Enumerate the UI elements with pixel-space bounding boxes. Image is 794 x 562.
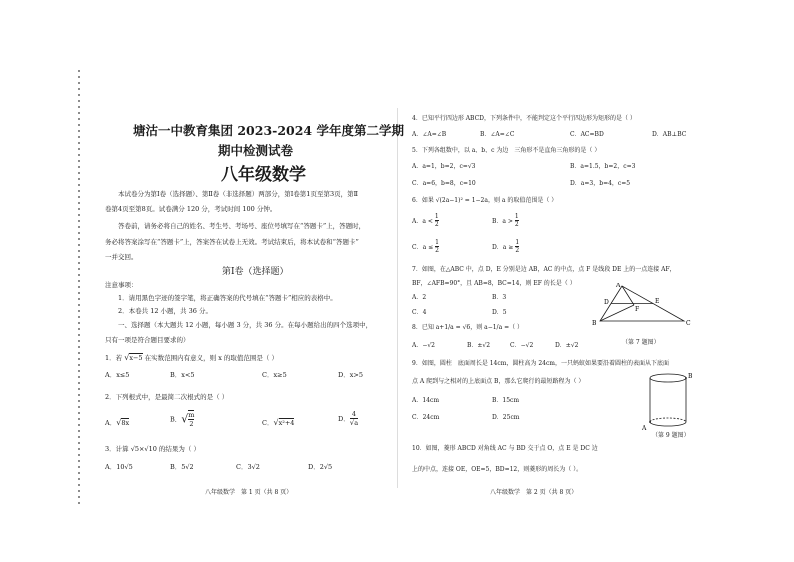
notes-label: 注意事项： xyxy=(105,281,138,289)
q4-option-c[interactable]: C．AC=BD xyxy=(570,131,604,138)
q9-cylinder-figure xyxy=(640,370,696,432)
q5-option-d[interactable]: D．a=3，b=4，c=5 xyxy=(570,180,631,187)
q7-stem-1: 7．如图，在△ABC 中，点 D，E 分别是边 AB，AC 的中点，点 F 是线段 DE 上的一点连接 AF， xyxy=(412,266,676,273)
q7-option-d[interactable]: D．5 xyxy=(492,309,507,316)
page-footer-right: 八年级数学 第 2 页（共 8 页） xyxy=(490,489,578,496)
q4-option-b[interactable]: B．∠A=∠C xyxy=(480,131,515,138)
q7-label-e: E xyxy=(655,298,660,305)
q6-option-c[interactable]: C．a ≤ $\frac{1}{2}$ xyxy=(412,239,439,254)
q8-option-c[interactable]: C．−√2 xyxy=(510,342,534,349)
subject-title: 八年级数学 xyxy=(221,165,306,185)
section-title: 第Ⅰ卷（选择题） xyxy=(222,267,289,277)
q2-option-b[interactable]: B．√ $\frac{m}{2}$ xyxy=(170,411,195,428)
q10-stem-1: 10．如图，菱形 ABCD 对角线 AC 与 BD 交于点 O，点 E 是 DC 边 xyxy=(412,445,598,452)
q6-option-d[interactable]: D．a ≥ $\frac{1}{2}$ xyxy=(492,239,520,254)
q9-label-b: B xyxy=(688,373,693,380)
q6-option-a[interactable]: A．a < $\frac{1}{2}$ xyxy=(412,213,439,228)
q8-option-d[interactable]: D．±√2 xyxy=(555,342,579,349)
q4-stem: 4．已知平行四边形 ABCD，下列条件中，不能判定这个平行四边形为矩形的是（ ） xyxy=(412,115,636,122)
q6-option-b[interactable]: B．a > $\frac{1}{2}$ xyxy=(492,213,519,228)
q1-option-d[interactable]: D．x>5 xyxy=(338,371,363,379)
q2-stem: 2．下列根式中，是最简二次根式的是（ ） xyxy=(105,393,229,401)
q3-stem: 3．计算 √5×√10 的结果为（ ） xyxy=(105,445,200,453)
q9-option-d[interactable]: D．25cm xyxy=(492,414,520,421)
q1-option-c[interactable]: C．x≥5 xyxy=(262,371,287,379)
q8-option-a[interactable]: A．−√2 xyxy=(412,342,436,349)
q8-option-b[interactable]: B．±√2 xyxy=(467,342,491,349)
q7-label-c: C xyxy=(686,320,691,327)
q9-label-a: A xyxy=(642,425,647,432)
q7-option-c[interactable]: C．4 xyxy=(412,309,427,316)
q1-stem: 1．若 √x−5 在实数范围内有意义，则 x 的取值范围是（ ） xyxy=(105,353,278,362)
q7-option-b[interactable]: B．3 xyxy=(492,294,507,301)
binding-dotted-line xyxy=(78,68,80,508)
q7-figure-caption: （第 7 题图） xyxy=(622,339,660,346)
q1-option-b[interactable]: B．x<5 xyxy=(170,371,195,379)
q9-option-a[interactable]: A．14cm xyxy=(412,397,440,404)
q7-label-b: B xyxy=(592,320,597,327)
q8-stem: 8．已知 a+1/a = √6，则 a−1/a =（ ） xyxy=(412,324,523,331)
q9-stem-1: 9．如图，圆柱 底面周长是 14cm，圆柱高为 24cm，一只蚂蚁如果要沿着圆柱的表面从下底面 xyxy=(412,360,670,367)
exam-title: 塘沽一中教育集团 2023-2024 学年度第二学期 xyxy=(133,123,404,138)
intro-line-2: 卷第4页至第8页。试卷满分 120 分，考试时间 100 分钟。 xyxy=(105,205,277,213)
intro-line-1: 本试卷分为第Ⅰ卷（选择题）、第Ⅱ卷（非选择题）两部分，第Ⅰ卷第1页至第3页，第Ⅱ xyxy=(118,190,358,198)
q10-stem-2: 上的中点，连接 OE，OE=5，BD=12，则菱形的周长为（ ）。 xyxy=(412,466,583,473)
q2-option-d[interactable]: D． $\frac{4}{√a}$ xyxy=(338,410,359,427)
instructions-line-1: 一、选择题（本大题共 12 小题，每小题 3 分，共 36 分。在每小题给出的四个选项中， xyxy=(118,321,373,329)
q9-stem-2: 点 A 爬到与之相对的上底面点 B，那么它爬行的最短路程为（ ） xyxy=(412,378,585,385)
q6-stem: 6．如果 √(2a−1)² = 1−2a，则 a 的取值范围是（ ） xyxy=(412,197,558,204)
q3-option-b[interactable]: B．5√2 xyxy=(170,463,194,471)
column-divider xyxy=(397,108,398,488)
note-1: 1．请用黑色字迹的签字笔，将正确答案的代号填在“答题卡”相应的表格中。 xyxy=(118,294,337,302)
q5-option-a[interactable]: A．a=1，b=2，c=√3 xyxy=(412,163,476,170)
q5-option-b[interactable]: B．a=1.5，b=2，c=3 xyxy=(570,163,636,170)
note-2: 2．本卷共 12 小题，共 36 分。 xyxy=(118,307,212,315)
q5-option-c[interactable]: C．a=6，b=8，c=10 xyxy=(412,180,476,187)
q7-option-a[interactable]: A．2 xyxy=(412,294,427,301)
q7-label-a: A xyxy=(616,283,621,289)
q9-figure-caption: （第 9 题图） xyxy=(652,432,690,439)
q7-triangle-figure xyxy=(592,283,700,333)
intro-line-3: 答卷前，请务必将自己的姓名、考生号、考场号、座位号填写在“答题卡”上，答题时， xyxy=(118,222,366,230)
q5-stem: 5．下列各组数中，以 a、b、c 为边 三角形不是直角三角形的是（ ） xyxy=(412,147,601,154)
q7-label-f: F xyxy=(635,306,640,313)
intro-line-4: 务必将答案涂写在“答题卡”上，答案答在试卷上无效。考试结束后，将本试卷和“答题卡” xyxy=(105,238,359,246)
exam-subtitle: 期中检测试卷 xyxy=(218,143,294,158)
q1-option-a[interactable]: A．x≤5 xyxy=(105,371,130,379)
q3-option-d[interactable]: D．2√5 xyxy=(308,463,333,471)
instructions-line-2: 只有一项是符合题目要求的） xyxy=(105,336,190,344)
q9-option-b[interactable]: B．15cm xyxy=(492,397,520,404)
q2-option-c[interactable]: C．√x²+4 xyxy=(262,418,295,427)
q3-option-c[interactable]: C．3√2 xyxy=(236,463,260,471)
intro-line-5: 一并交回。 xyxy=(105,253,138,261)
q7-label-d: D xyxy=(604,299,609,306)
q9-option-c[interactable]: C．24cm xyxy=(412,414,440,421)
q4-option-d[interactable]: D．AB⊥BC xyxy=(652,131,687,138)
q3-option-a[interactable]: A．10√5 xyxy=(105,463,133,471)
q2-option-a[interactable]: A．√8x xyxy=(105,418,130,427)
q7-stem-2: BF，∠AFB=90°，且 AB=8，BC=14，则 EF 的长是（ ） xyxy=(412,280,576,287)
q4-option-a[interactable]: A．∠A=∠B xyxy=(412,131,447,138)
page-footer-left: 八年级数学 第 1 页（共 8 页） xyxy=(205,489,293,496)
